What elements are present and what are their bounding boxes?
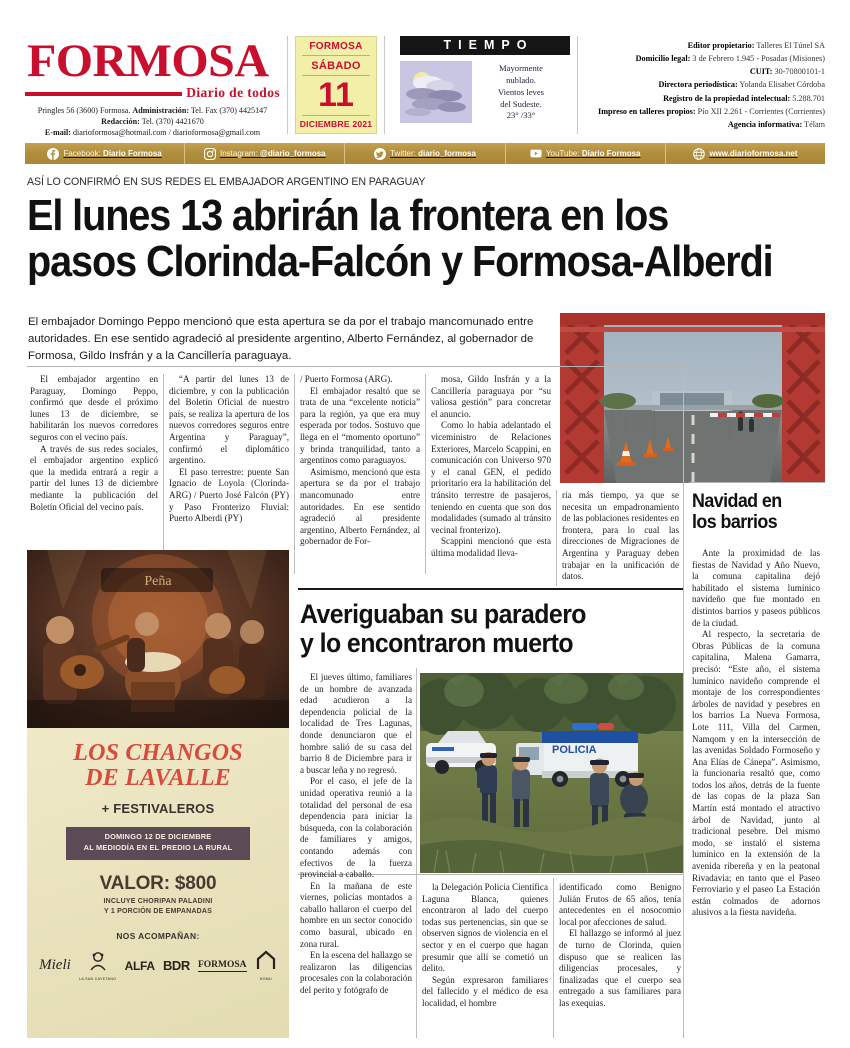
weather-text: Mayormente nublado. Vientos leves del Sudeste. 23° /33°	[472, 61, 570, 123]
paragraph: A través de sus redes sociales, el embajador argentino explicó que la medida entrará a regir a partir del lunes 13 de diciembre mediante la publicación del Boletín Oficial del vecino país.	[30, 443, 158, 512]
ad-title-line-2: DE LAVALLE	[85, 765, 231, 792]
paper-tagline-row	[25, 86, 280, 100]
ad-subtitle: + FESTIVALEROS	[101, 800, 215, 816]
contact-line-2: Redacción: Tel. (370) 4421670	[101, 116, 204, 126]
date-month-year: DICIEMBRE 2021	[299, 118, 373, 129]
column-rule	[425, 374, 426, 574]
date-city: FORMOSA	[309, 41, 363, 52]
imprint-line: CUIT: 30-70800101-1	[749, 67, 825, 77]
paragraph: ría más tiempo, ya que se necesita un empadronamiento de las poblaciones residentes en frontera, para lo cual las direcciones de Migraciones de Argentina y Paraguay deben trabajar en la unificación de datos.	[562, 490, 679, 582]
paragraph: Como lo había adelantado el viceministro de Relaciones Exteriores, Marcelo Scappini, en comunicación con Universo 970 y el canal GEN, el pedido prioritario era la habilitación del tránsito terrestre de pasajeros, teniendo en cuenta que son dos modalidades (sumado al tránsito vecinal fronterizo).	[431, 420, 551, 535]
section-rule-heavy	[298, 588, 683, 590]
second-column-1	[300, 672, 412, 997]
second-story-headline	[300, 600, 668, 658]
second-column-2	[422, 882, 548, 1010]
ad-title	[27, 741, 289, 792]
sponsor-logo-alfa: ALFA	[124, 958, 155, 973]
paragraph: Asimismo, mencionó que esta apertura se da por el trabajo mancomunado entre autoridades. En ese sentido agradeció al presidente argentino, Alberto Fernández, al gobernador de For-	[300, 466, 420, 547]
advertisement[interactable]	[27, 550, 289, 1038]
twitter-icon	[374, 148, 386, 160]
paragraph: Scappini mencionó que esta última modalidad lleva-	[431, 536, 551, 558]
christmas-story-headline	[692, 492, 824, 533]
imprint-line: Agencia informativa: Télam	[727, 120, 825, 130]
logo-rule	[25, 92, 182, 96]
lead-column-2	[169, 374, 289, 525]
imprint-line: Editor propietario: Talleres El Túnel SA	[687, 40, 825, 50]
paragraph: El embajador resaltó que se trata de una “excelente noticia” para la región, ya que era muy esperada por todos. Sostuvo que llega en el “momento oportuno” y brinda tranquilidad, tanto a argentinos como paraguayos.	[300, 385, 420, 466]
ad-price-note	[27, 897, 289, 917]
paper-tagline: Diario de todos	[186, 85, 280, 100]
date-rule-1	[302, 55, 370, 56]
contact-line-1: Pringles 56 (3600) Formosa. Administración: Tel. Fax (370) 4425147	[37, 105, 268, 115]
column-rule	[556, 490, 557, 586]
christmas-headline-line-1: Navidad en	[692, 491, 782, 512]
svg-text:Peña: Peña	[144, 574, 172, 589]
date-weekday: SÁBADO	[311, 59, 361, 72]
lead-headline	[27, 191, 773, 286]
sponsor-logo-bdr: BDR	[163, 958, 190, 974]
social-label-twitter: Twitter: diario_formosa	[390, 149, 476, 158]
christmas-headline-line-2: los barrios	[692, 511, 778, 533]
social-label-instagram: Instagram: @diario_formosa	[220, 149, 326, 158]
imprint-line: Directora periodística: Yolanda Elisabet Córdoba	[658, 80, 825, 90]
paper-contact	[25, 105, 280, 138]
social-link-twitter[interactable]	[345, 143, 505, 164]
cloudy-icon	[400, 61, 472, 123]
lead-column-4	[431, 374, 551, 560]
weather-temps: 23° /33°	[506, 110, 536, 121]
facebook-icon	[47, 148, 59, 160]
sponsor-logo-mieli: Mieli	[39, 957, 71, 974]
paragraph: El jueves último, familiares de un hombre de avanzada edad acudieron a la dependencia policial de la localidad de Tres Lagunas, donde denunciaron que el hombre salió de su casa del barrio 8 de Diciembre para ir a buscar leña y no regresó.	[300, 672, 412, 775]
lead-column-5	[562, 490, 679, 583]
ad-event-place: AL MEDIODÍA EN EL PREDIO LA RURAL	[83, 842, 233, 852]
second-headline-line-1: Averiguaban su paradero	[300, 599, 586, 629]
social-bar	[25, 143, 825, 164]
sponsor-logo-san-cayetano: LA SAN CAYETANO	[79, 950, 116, 981]
social-link-instagram[interactable]	[185, 143, 345, 164]
weather-title: TIEMPO	[400, 36, 570, 55]
ad-price: VALOR: $800	[99, 872, 217, 894]
paragraph: Al respecto, la secretaria de Obras Públicas de la comuna capitalina, Malena Gamarra, precisó: “Este año, el sistema lumínico navideño comprende el montaje de los correspondientes árboles de navidad y pesebres en los barrios La Nueva Formosa, Lote 111, Villa del Carmen, Namqom y en la intersección de las avenidas Soldado Formoseño y Ana Elías de Cánepa”. Asimismo, la funcionaria resaltó que, como todos los años, detrás de la fuente de las copas de la plaza San Martín está montado el atractivo árbol de Navidad, junto al tradicional pesebre. Del mismo modo, se instaló el sistema lumínico en la extensión de la avenida ribereña y en la peatonal Rivadavia; en tanto que el Paseo Ferroviario y el paseo La Estación están colmados de adornos alusivos a la fiesta navideña.	[692, 629, 820, 918]
paragraph: Ante la proximidad de las fiestas de Navidad y Año Nuevo, la comuna capitalina dejó habilitado el sistema lumínico navideño que fue montado en distintos barrios y paseos públicos de la ciudad.	[692, 548, 820, 628]
lead-column-3	[300, 374, 420, 548]
column-rule	[163, 374, 164, 574]
ad-title-line-1: LOS CHANGOS	[73, 740, 243, 766]
lead-headline-line-2: pasos Clorinda-Falcón y Formosa-Alberdi	[27, 236, 773, 286]
social-label-youtube: YouTube: Diario Formosa	[545, 149, 641, 158]
ad-event-band	[66, 827, 250, 860]
paper-logo-block	[25, 35, 280, 137]
social-label-facebook: Facebook: Diario Formosa	[63, 149, 162, 158]
imprint-line: Impreso en talleres propios: Pío XII 2.261 - Corrientes (Corrientes)	[598, 106, 825, 116]
advertisement-body	[27, 728, 289, 1038]
date-day-number: 11	[318, 76, 354, 115]
social-link-facebook[interactable]	[25, 143, 185, 164]
christmas-column	[692, 548, 820, 919]
instagram-icon	[204, 148, 216, 160]
column-rule	[683, 374, 684, 1038]
contact-line-3: E-mail: diarioformosa@hotmail.com / diarioformosa@gmail.com	[44, 127, 261, 137]
paper-logo: FORMOSA	[27, 35, 269, 87]
imprint-block	[585, 36, 825, 134]
globe-icon	[693, 148, 705, 160]
paragraph: identificado como Benigno Julián Frutos de 65 años, tenía antecedentes en el nosocomio local por afecciones de salud.	[559, 882, 681, 927]
imprint-line: Domicilio legal: 3 de Febrero 1.945 - Posadas (Misiones)	[635, 53, 825, 63]
second-headline-line-2: y lo encontraron muerto	[300, 628, 574, 659]
lead-kicker: ASÍ LO CONFIRMÓ EN SUS REDES EL EMBAJADOR ARGENTINO EN PARAGUAY	[27, 176, 426, 188]
paragraph: mosa, Gildo Insfrán y a la Cancillería paraguaya por “su valiosa gestión” para concretar el anuncio.	[431, 374, 551, 419]
column-rule	[294, 374, 295, 574]
paragraph: / Puerto Formosa (ARG).	[300, 374, 393, 384]
sponsor-logo-formosa: FORMOSA	[197, 959, 247, 970]
section-rule	[689, 482, 825, 483]
date-rule-3	[302, 115, 370, 116]
ad-price-note-line-2: Y 1 PORCIÓN DE EMPANADAS	[103, 907, 212, 915]
advertisement-photo	[27, 550, 289, 728]
sponsor-logo-homu: HOMU	[255, 950, 277, 981]
paragraph: En la escena del hallazgo se realizaron las diligencias procesales con la colaboración del perito y fotógrafo de	[300, 950, 412, 996]
paragraph: El hallazgo se informó al juez de turno de Clorinda, quien dispuso que se realicen las diligencias procesales, y finalizadas que el cuerpo sea entregado a sus familiares para las exequias.	[559, 928, 681, 1008]
ad-price-note-line-1: INCLUYE CHORIPAN PALADINI	[103, 897, 213, 905]
section-rule	[27, 366, 683, 367]
lead-column-1	[30, 374, 158, 513]
masthead	[25, 35, 825, 137]
paragraph: Según expresaron familiares del fallecido y el médico de esa localidad, el hombre	[422, 974, 548, 1008]
lead-paragraph: El embajador Domingo Peppo mencionó que esta apertura se da por el trabajo mancomunado entre autoridades. En ese sentido agradeció al presidente argentino, Alberto Fernández, al gobernador de Formosa, Gildo Insfrán y a la Cancillería paraguaya.	[28, 316, 534, 362]
paragraph: la Delegación Policía Científica Laguna Blanca, quienes encontraron al lado del cuerpo todas sus pertenencias, sin que se observen signos de violencia en el sector y en el cuerpo que hagan presumir que allí se cometió un delito.	[422, 882, 548, 974]
social-link-website[interactable]	[666, 143, 825, 164]
column-rule	[416, 668, 417, 1038]
column-rule	[553, 878, 554, 1038]
masthead-divider-3	[577, 36, 578, 134]
paragraph: Por el caso, el jefe de la unidad operativa reunió a la totalidad del personal de esa dependencia para iniciar la búsqueda, con la colaboración de familiares y amigos, contando además con efectivos de la fuerza provincial a caballo.	[300, 776, 412, 880]
lead-headline-line-1: El lunes 13 abrirán la frontera en los	[27, 191, 669, 240]
ad-sponsors-label: NOS ACOMPAÑAN:	[116, 931, 200, 942]
social-label-website: www.diarioformosa.net	[709, 149, 798, 158]
svg-text:POLICIA: POLICIA	[552, 744, 597, 756]
paragraph: El paso terrestre: puente San Ignacio de Loyola (Clorinda-ARG) / Puerto José Falcón (PY) y Paso Fronterizo Fluvial: Puerto Alberdi (PY)	[169, 466, 289, 524]
ad-event-date: DOMINGO 12 DE DICIEMBRE	[104, 831, 212, 841]
lead-story-photo	[560, 313, 825, 483]
paragraph: “A partir del lunes 13 de diciembre, y con la publicación del Boletín Oficial de nuestro país, se realiza la apertura de los nuevos corredores seguros entre Argentina y Paraguay”, confirmó el diplomático argentino.	[169, 374, 289, 466]
masthead-divider-2	[384, 36, 385, 134]
social-link-youtube[interactable]	[506, 143, 666, 164]
second-column-3	[559, 882, 681, 1010]
date-box	[295, 36, 377, 134]
imprint-line: Registro de la propiedad intelectual: 5.288.701	[663, 93, 825, 103]
paragraph: En la mañana de este viernes, policías montados a caballo hallaron el cuerpo del hombre en un sector conocido como basural, ubicado en zona rural.	[300, 880, 412, 949]
masthead-divider-1	[287, 36, 288, 134]
weather-box	[392, 36, 570, 134]
paragraph: El embajador argentino en Paraguay, Domingo Peppo, confirmó que desde el próximo lunes 13 de diciembre, se habilitarán los nuevos corredores seguros con el vecino país.	[30, 374, 158, 442]
youtube-icon	[530, 148, 542, 160]
second-story-photo	[420, 673, 683, 873]
ad-sponsor-logos	[27, 950, 289, 981]
